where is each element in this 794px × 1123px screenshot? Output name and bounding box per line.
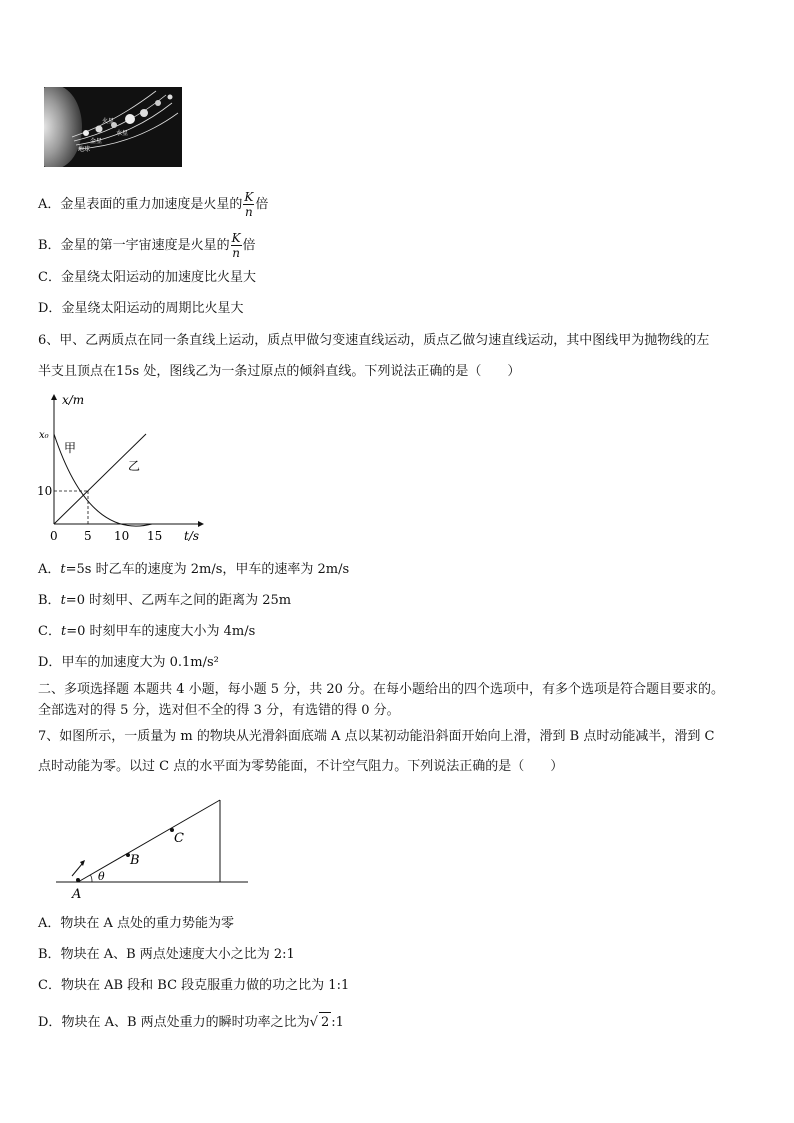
q5-option-a: A．金星表面的重力加速度是火星的 $\frac{K}{n}$ 倍 <box>38 190 269 219</box>
q7-option-a: A．物块在 A 点处的重力势能为零 <box>38 916 235 931</box>
curve-jia-label: 甲 <box>64 441 77 455</box>
point-b-label: B <box>130 853 140 868</box>
q6-option-d: D．甲车的加速度大为 0.1m/s² <box>38 655 219 670</box>
section2-line1: 二、多项选择题 本题共 4 小题，每小题 5 分，共 20 分。在每小题给出的四个选项中，有多个选项是符合题目要求的。 <box>38 682 725 697</box>
label-mercury: 水星 <box>116 130 129 137</box>
solar-system-figure <box>44 87 182 167</box>
point-a-label: A <box>72 887 82 902</box>
q7-stem-line2: 点时动能为零。以过 C 点的水平面为零势能面，不计空气阻力。下列说法正确的是（ ） <box>38 759 564 774</box>
fraction: $\frac{K}{n}$ <box>231 231 241 260</box>
q6-option-b: B．t=0 时刻甲、乙两车之间的距离为 25m <box>38 593 292 608</box>
line-yi-label: 乙 <box>128 459 141 473</box>
q5-option-b: B．金星的第一宇宙速度是火星的 $\frac{K}{n}$ 倍 <box>38 231 256 260</box>
y-axis-label: x/m <box>62 393 85 407</box>
section2-line2: 全部选对的得 5 分，选对但不全的得 3 分，有选错的得 0 分。 <box>38 703 400 718</box>
x-tick-0: 0 <box>50 529 58 543</box>
q7-incline-figure <box>52 798 252 906</box>
x-tick-15: 15 <box>147 529 163 543</box>
q7-option-b: B．物块在 A、B 两点处速度大小之比为 2:1 <box>38 947 295 962</box>
q7-stem-line1: 7、如图所示，一质量为 m 的物块从光滑斜面底端 A 点以某初动能沿斜面开始向上滑，滑到 B 点时动能减半，滑到 C <box>38 729 715 744</box>
q6-stem-line2: 半支且顶点在15s 处，图线乙为一条过原点的倾斜直线。下列说法正确的是（ ） <box>38 364 521 379</box>
y0-label: x₀ <box>39 430 49 441</box>
point-c-label: C <box>174 831 184 846</box>
q7-option-c: C．物块在 AB 段和 BC 段克服重力做的功之比为 1:1 <box>38 978 350 993</box>
q6-option-c: C．t=0 时刻甲车的速度大小为 4m/s <box>38 624 256 639</box>
q5-option-d: D．金星绕太阳运动的周期比火星大 <box>38 301 244 316</box>
q5-option-c: C．金星绕太阳运动的加速度比火星大 <box>38 270 256 285</box>
x-axis-label: t/s <box>184 529 200 543</box>
fraction: $\frac{K}{n}$ <box>244 190 254 219</box>
theta-label: θ <box>98 870 105 883</box>
label-earth: 地球 <box>78 146 91 153</box>
label-mars: 火星 <box>102 118 115 125</box>
q6-xt-graph <box>34 390 214 545</box>
q7-option-d: D．物块在 A、B 两点处重力的瞬时功率之比为√ 2 :1 <box>38 1012 344 1033</box>
q6-stem-line1: 6、甲、乙两质点在同一条直线上运动，质点甲做匀变速直线运动，质点乙做匀速直线运动，其中图线甲为抛物线的左 <box>38 333 710 348</box>
x-tick-5: 5 <box>84 529 92 543</box>
y-tick-10: 10 <box>37 484 53 498</box>
x-tick-10: 10 <box>114 529 130 543</box>
label-venus: 金星 <box>90 138 103 145</box>
sqrt-symbol: √ <box>309 1015 318 1030</box>
q6-option-a: A．t=5s 时乙车的速度为 2m/s，甲车的速率为 2m/s <box>38 562 350 577</box>
